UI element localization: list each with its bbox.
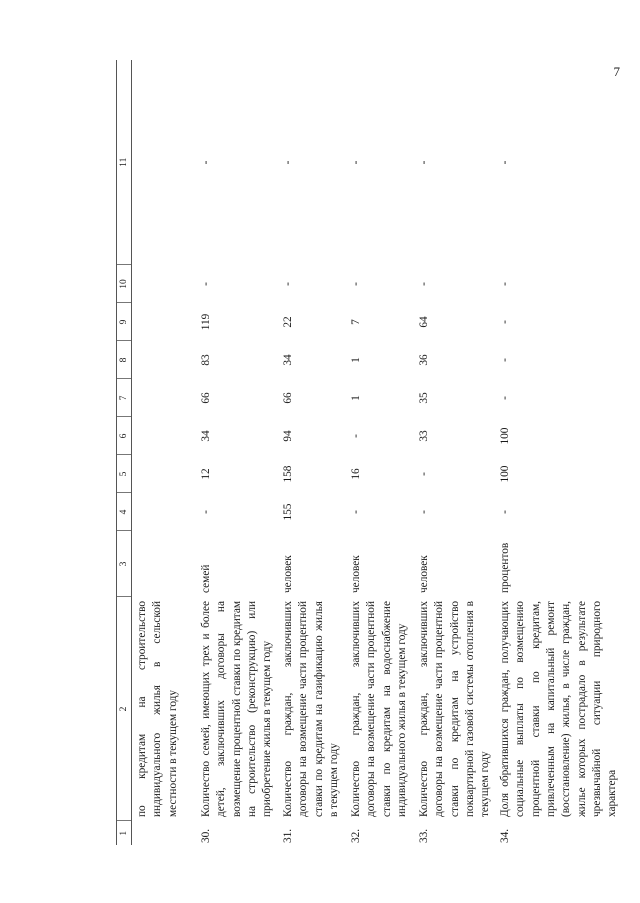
value-cell: 158 (282, 465, 294, 483)
value-cell: 66 (200, 392, 212, 404)
value-cell: 83 (200, 354, 212, 366)
column-header: 4 (117, 493, 132, 531)
indicator-text: Доля обратившихся граждан, получающих социальные выплаты по возмещению процентной ставки по кредитам, привлеченным на капитальный ремонт (восстановление) жилья, в числе граждан, жилье которых пострадало в результате чрезвычайной ситуации природного характера (498, 601, 619, 817)
value-cell: - (282, 282, 294, 286)
value-cell: 155 (282, 503, 294, 521)
value-cell: - (498, 510, 511, 514)
table-row (132, 60, 196, 845)
value-cell (132, 493, 196, 531)
value-cell: 36 (418, 354, 430, 366)
column-header: 11 (117, 60, 132, 265)
value-cell: - (498, 282, 511, 286)
value-cell: - (282, 160, 294, 165)
value-cell (132, 265, 196, 303)
value-cell: 33 (418, 430, 430, 442)
table-row (277, 60, 345, 845)
unit-cell (132, 531, 196, 597)
value-cell: - (498, 358, 511, 362)
value-cell: - (418, 472, 430, 476)
row-number: 33. (418, 828, 430, 843)
value-cell (132, 379, 196, 417)
value-cell: - (200, 510, 212, 514)
unit-cell: человек (418, 555, 430, 593)
value-cell (132, 417, 196, 455)
value-cell: 66 (282, 392, 294, 404)
indicator-text: Количество семей, имеющих трех и более детей, заключивших договоры на возмещение процентной ставки по кредитам на строительство (реконструкцию) или приобретение жилья в текущем году (200, 601, 274, 817)
unit-cell: человек (282, 555, 294, 593)
indicator-text: Количество граждан, заключивших договоры на возмещение части процентной ставки по кредитам на устройство поквартирной газовой системы отопления в текущем году (418, 601, 492, 817)
value-cell: - (350, 434, 362, 438)
value-cell: - (498, 320, 511, 324)
indicator-text: по кредитам на строительство индивидуального жилья в сельской местности в текущем году (136, 601, 179, 817)
column-header: 2 (117, 597, 132, 821)
value-cell (132, 60, 196, 265)
page-number: 7 (613, 64, 620, 79)
value-cell: - (350, 510, 362, 514)
table-header-row (117, 60, 132, 845)
value-cell: - (200, 282, 212, 286)
column-header: 9 (117, 303, 132, 341)
value-cell: 34 (282, 354, 294, 366)
indicators-table (116, 60, 621, 845)
table-row (195, 60, 277, 845)
value-cell: - (418, 160, 430, 165)
value-cell: - (200, 160, 212, 165)
table-row (413, 60, 494, 845)
value-cell: 7 (350, 319, 362, 325)
value-cell: 100 (498, 427, 511, 445)
row-number: 31. (282, 828, 294, 843)
value-cell: - (418, 510, 430, 514)
value-cell (132, 303, 196, 341)
unit-cell: процентов (498, 542, 511, 593)
column-header: 1 (117, 821, 132, 845)
rotated-page-content (116, 60, 621, 845)
unit-cell: семей (200, 564, 212, 593)
column-header: 7 (117, 379, 132, 417)
table-row (345, 60, 413, 845)
value-cell: 1 (350, 395, 362, 401)
column-header: 6 (117, 417, 132, 455)
table-row (494, 60, 621, 845)
row-number: 34. (498, 828, 511, 843)
column-header: 10 (117, 265, 132, 303)
unit-cell: человек (350, 555, 362, 593)
value-cell: - (350, 282, 362, 286)
value-cell: 94 (282, 430, 294, 442)
column-header: 5 (117, 455, 132, 493)
row-number: 30. (200, 828, 212, 843)
value-cell: - (418, 282, 430, 286)
value-cell: 22 (282, 316, 294, 328)
value-cell: 35 (418, 392, 430, 404)
value-cell: - (498, 396, 511, 400)
value-cell: - (498, 160, 511, 165)
value-cell: 34 (200, 430, 212, 442)
value-cell (132, 455, 196, 493)
value-cell: 1 (350, 357, 362, 363)
value-cell: 64 (418, 316, 430, 328)
value-cell: 12 (200, 468, 212, 480)
value-cell: - (350, 160, 362, 165)
value-cell: 119 (200, 313, 212, 331)
row-number: 32. (350, 828, 362, 843)
indicator-text: Количество граждан, заключивших договоры на возмещение части процентной ставки по кредитам на газификацию жилья в текущем году (282, 601, 341, 817)
value-cell: 100 (498, 465, 511, 483)
value-cell (132, 341, 196, 379)
value-cell: 16 (350, 468, 362, 480)
column-header: 3 (117, 531, 132, 597)
row-number (132, 821, 196, 845)
indicator-text: Количество граждан, заключивших договоры на возмещение части процентной ставки по кредитам на водоснабжение индивидуального жилья в текущем году (350, 601, 409, 817)
column-header: 8 (117, 341, 132, 379)
